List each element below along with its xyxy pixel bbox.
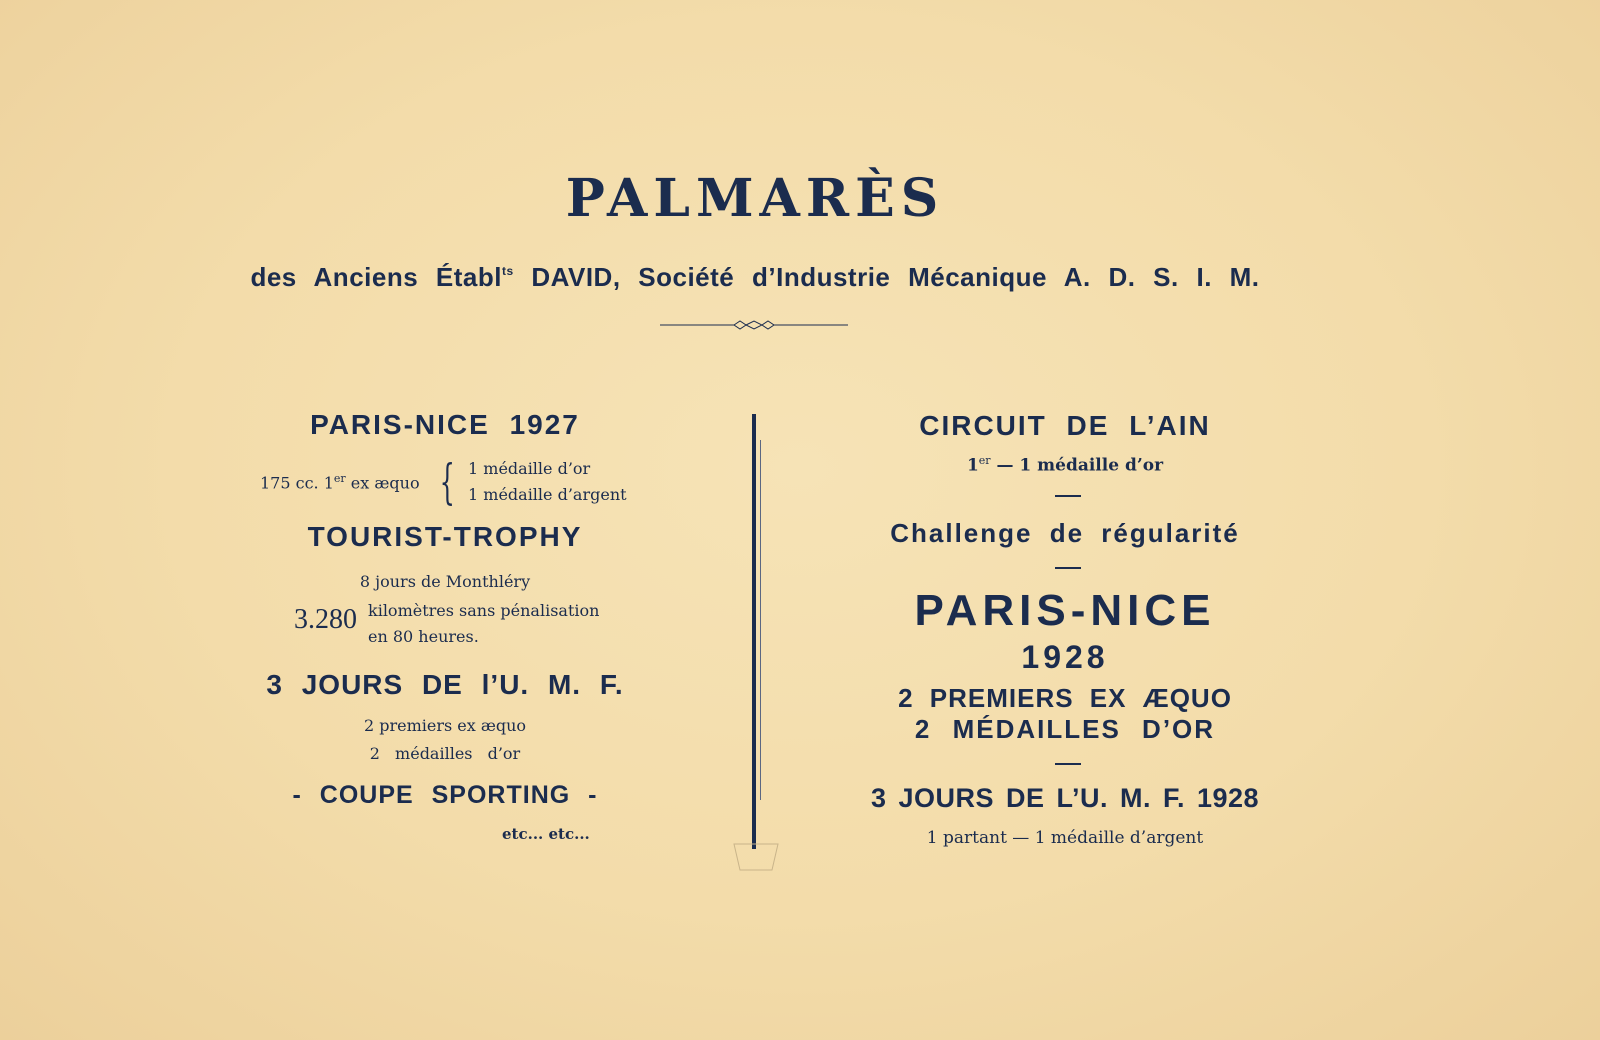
paris-nice-line-2: 2 MÉDAILLES D’OR	[914, 714, 1216, 744]
class-label	[260, 472, 420, 492]
class-superscript: er	[333, 472, 346, 485]
class-suffix: ex æquo	[345, 473, 420, 493]
separator-dash-2	[1055, 567, 1081, 569]
heading-3-jours-umf-1928: 3 JOURS DE L’U. M. F. 1928	[870, 783, 1260, 813]
column-divider	[752, 414, 756, 849]
paris-nice-line-1: 2 PREMIERS EX ÆQUO	[898, 683, 1232, 713]
monthlery-line: 8 jours de Monthléry	[359, 572, 531, 591]
heading-3-jours-umf: 3 JOURS DE l’U. M. F.	[266, 669, 624, 700]
brace-symbol: {	[439, 454, 455, 510]
page-title: PALMARÈS	[565, 168, 945, 229]
subtitle-end: DAVID, Société d’Industrie Mécanique A. D. S. I. M.	[513, 262, 1260, 292]
umf-1928-result: 1 partant — 1 médaille d’argent	[926, 828, 1204, 848]
heading-paris-nice-1927: PARIS-NICE 1927	[310, 409, 580, 440]
class-prefix: 175 cc. 1	[260, 473, 334, 493]
column-divider-thin	[760, 440, 761, 800]
heading-circuit-de-l-ain: CIRCUIT DE L’AIN	[919, 410, 1211, 441]
subtitle-superscript: ts	[501, 264, 514, 278]
umf-line-1: 2 premiers ex æquo	[363, 716, 527, 735]
distance-duration: en 80 heures.	[368, 627, 479, 646]
award-silver: 1 médaille d’argent	[468, 485, 627, 504]
distance-value: 3.280	[294, 604, 357, 635]
heading-challenge: Challenge de régularité	[890, 518, 1240, 548]
circuit-result	[830, 454, 1300, 476]
award-gold: 1 médaille d’or	[468, 459, 591, 478]
circuit-rank: 1	[966, 455, 979, 476]
heading-tourist-trophy: TOURIST-TROPHY	[307, 521, 583, 552]
subtitle-start: des Anciens Établ	[250, 262, 502, 292]
paris-nice-year: 1928	[1021, 639, 1109, 675]
circuit-award: — 1 médaille d’or	[990, 455, 1164, 476]
ornament-divider	[660, 318, 848, 332]
separator-dash-3	[1055, 763, 1081, 765]
umf-line-2: 2 médailles d’or	[369, 744, 521, 763]
subtitle	[0, 262, 1510, 293]
circuit-rank-superscript: er	[978, 454, 991, 467]
etc-note: etc... etc...	[502, 825, 590, 843]
distance-description: kilomètres sans pénalisation	[368, 601, 600, 620]
divider-base-mark	[732, 842, 780, 872]
separator-dash-1	[1055, 495, 1081, 497]
heading-coupe-sporting: - COUPE SPORTING -	[292, 781, 598, 809]
heading-paris-nice-1928: PARIS-NICE	[914, 586, 1216, 635]
